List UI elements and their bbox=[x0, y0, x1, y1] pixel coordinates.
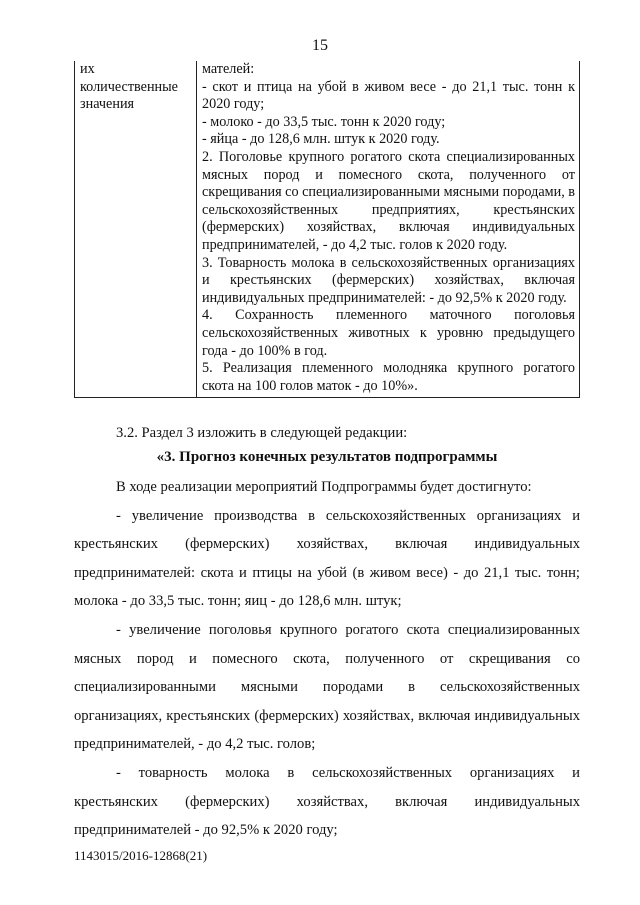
table-value-cell bbox=[197, 61, 580, 398]
table-line: 5. Реализация племенного молодняка крупного рогатого скота на 100 голов маток - до 10%». bbox=[202, 360, 575, 394]
body-paragraph: - товарность молока в сельскохозяйственных организациях и крестьянских (фермерских) хозяйствах, включая индивидуальных предпринимателей - до 92,5% к 2020 году; bbox=[74, 764, 580, 839]
indicators-table bbox=[74, 61, 580, 398]
table-line: мателей: bbox=[202, 61, 255, 77]
body-paragraph: - увеличение производства в сельскохозяйственных организациях и крестьянских (фермерских) хозяйствах, включая индивидуальных предпринимателей: скота и птицы на убой (в живом весе) - до 21,1 тыс. тонн; молока - до 33,5 тыс. тонн; яиц - до 128,6 млн. штук; bbox=[74, 507, 580, 610]
section-intro bbox=[74, 419, 580, 448]
document-footer-code: 1143015/2016-12868(21) bbox=[74, 848, 208, 863]
table-line: - яйца - до 128,6 млн. штук к 2020 году. bbox=[202, 131, 440, 148]
page-number: 15 bbox=[312, 37, 328, 54]
table-line: - скот и птица на убой в живом весе - до 21,1 тыс. тонн к 2020 году; bbox=[202, 78, 575, 113]
table-line: 4. Сохранность племенного маточного поголовья сельскохозяйственных животных к уровню предыдущего года - до 100% в год. bbox=[202, 307, 575, 359]
section-heading: «3. Прогноз конечных результатов подпрограммы bbox=[156, 449, 498, 465]
table-label-cell: их количественные значения bbox=[75, 61, 197, 398]
body-paragraph: В ходе реализации мероприятий Подпрограммы будет достигнуто: bbox=[116, 479, 532, 495]
table-line: 3. Товарность молока в сельскохозяйственных организациях и крестьянских (фермерских) хозяйствах, включая индивидуальных предпринимателей: - до 92,5% к 2020 году. bbox=[202, 254, 575, 306]
intro-paragraph: 3.2. Раздел 3 изложить в следующей редакции: bbox=[116, 425, 408, 441]
section-body bbox=[74, 473, 580, 845]
table-line: - молоко - до 33,5 тыс. тонн к 2020 году; bbox=[202, 113, 446, 130]
table-row bbox=[75, 61, 580, 398]
table-line: 2. Поголовье крупного рогатого скота специализированных мясных пород и помесного скота, полученного от скрещивания со специализированными мясными породами, в сельскохозяйственных предприятиях, крестьянских (фермерских) хозяйствах, включая индивидуальных предпринимателей, - до 4,2 тыс. голов к 2020 году. bbox=[202, 148, 575, 253]
body-paragraph: - увеличение поголовья крупного рогатого скота специализированных мясных пород и помесного скота, полученного от скрещивания со специализированными мясными породами в сельскохозяйственных организациях, крестьянских (фермерских) хозяйствах, включая индивидуальных предпринимателей, - до 4,2 тыс. голов; bbox=[74, 621, 580, 753]
